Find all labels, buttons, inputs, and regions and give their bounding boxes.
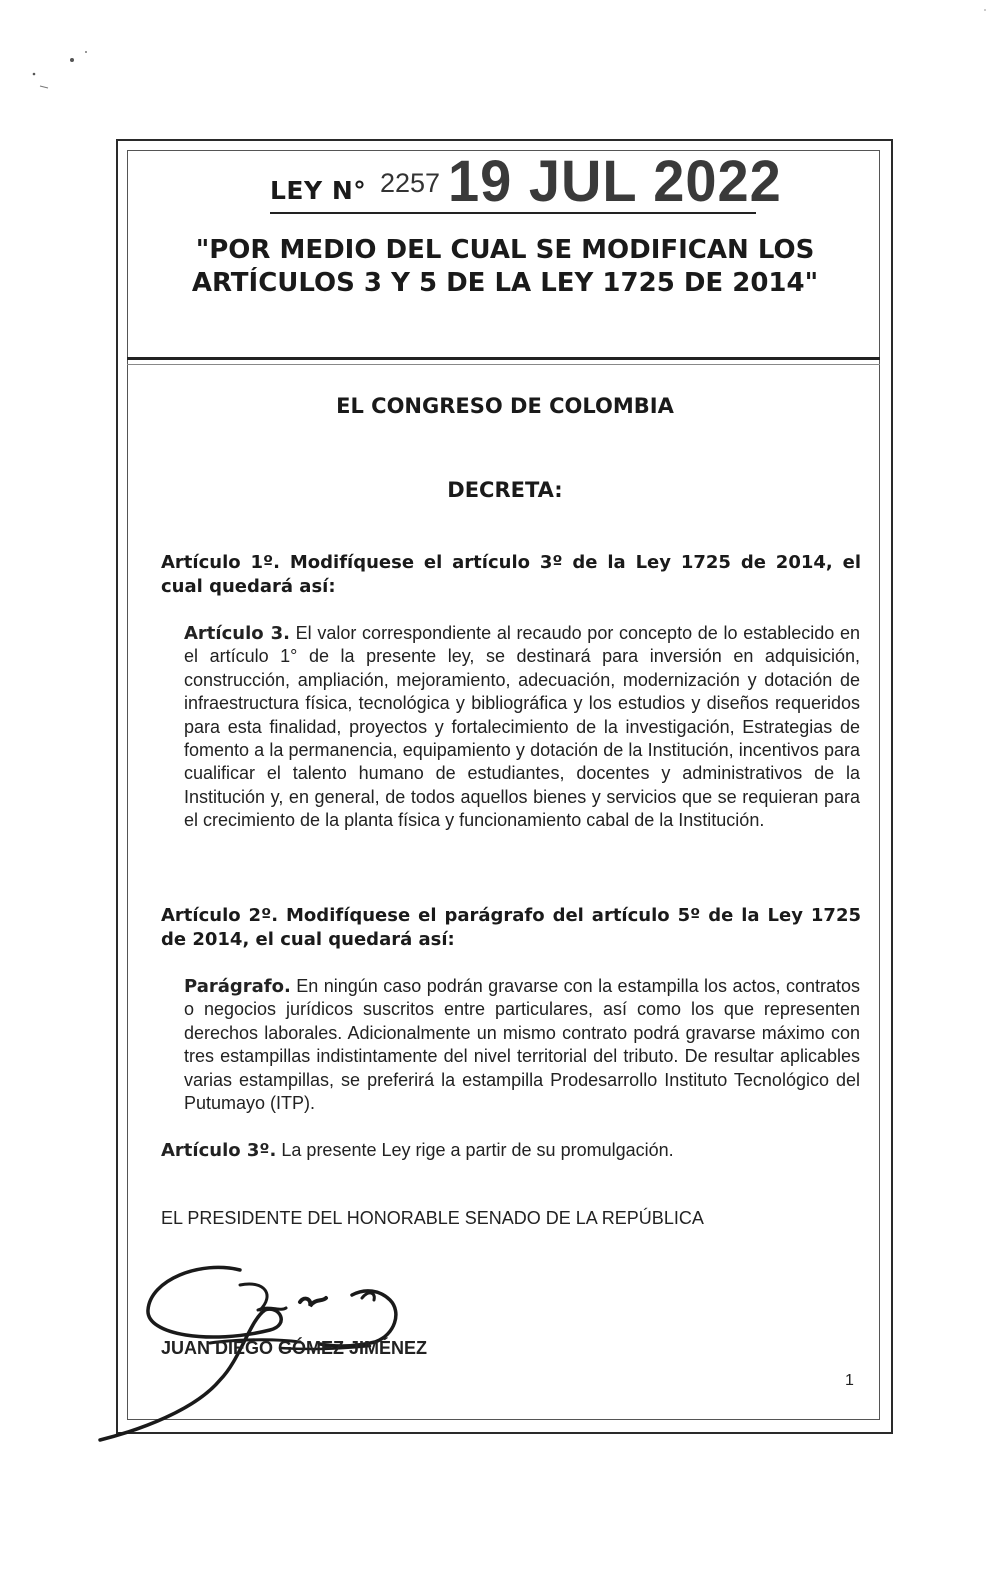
issuer-heading: EL CONGRESO DE COLOMBIA (336, 394, 674, 418)
article-3-label: Artículo 3º. (161, 1140, 277, 1161)
article-2-sub-text: En ningún caso podrán gravarse con la estampilla los actos, contratos o negocios jurídicos suscritos entre particulares, así como los que representen derechos laborales. Adicionalmente un mismo contrato podrá gravarse máximo con tres estampillas indistintamente del nivel territorial del tributo. De resultar aplicables varias estampillas, se preferirá la estampilla Prodesarrollo Instituto Tecnológico del Putumayo (ITP). (184, 976, 860, 1114)
header-divider (127, 357, 880, 360)
article-2-heading: Artículo 2º. Modifíquese el parágrafo del artículo 5º de la Ley 1725 de 2014, el cual quedará así: (161, 905, 861, 950)
article-2-body (184, 975, 860, 1115)
article-3 (161, 1138, 861, 1163)
article-1-body (184, 622, 860, 833)
decree-heading: DECRETA: (447, 478, 563, 502)
law-label: LEY N° (270, 176, 367, 205)
article-3-text: La presente Ley rige a partir de su promulgación. (281, 1140, 674, 1160)
signatory-role: EL PRESIDENTE DEL HONORABLE SENADO DE LA REPÚBLICA (161, 1208, 704, 1228)
header-divider-thin (127, 364, 880, 365)
article-1-sub-label: Artículo 3. (184, 623, 290, 644)
article-1-heading: Artículo 1º. Modifíquese el artículo 3º de la Ley 1725 de 2014, el cual quedará así: (161, 552, 861, 597)
law-title: "POR MEDIO DEL CUAL SE MODIFICAN LOS ARTÍCULOS 3 Y 5 DE LA LEY 1725 DE 2014" (191, 235, 819, 298)
signatory-name: JUAN DIEGO GÓMEZ JIMÉNEZ (161, 1338, 428, 1358)
law-date-stamp: 19 JUL 2022 (448, 147, 782, 214)
page-number: 1 (845, 1372, 854, 1389)
article-1-sub-text: El valor correspondiente al recaudo por concepto de lo establecido en el artículo 1° de la presente ley, se destinará para inversión en adquisición, construcción, ampliación, mejoramiento, adecuación, modernización y dotación de infraestructura física, tecnológica y bibliográfica y los estudios y diseños requeridos para esta finalidad, proyectos y fortalecimiento de la investigación, Estrategias de fomento a la permanencia, equipamiento y dotación de la Institución, incentivos para cualificar el talento humano de estudiantes, docentes y administrativos de la Institución y, en general, de todos aquellos bienes y servicios que se requieran para el crecimiento de la planta física y funcionamiento cabal de la Institución. (184, 623, 860, 831)
article-2-sub-label: Parágrafo. (184, 976, 291, 997)
law-number: 2257 (380, 168, 441, 198)
